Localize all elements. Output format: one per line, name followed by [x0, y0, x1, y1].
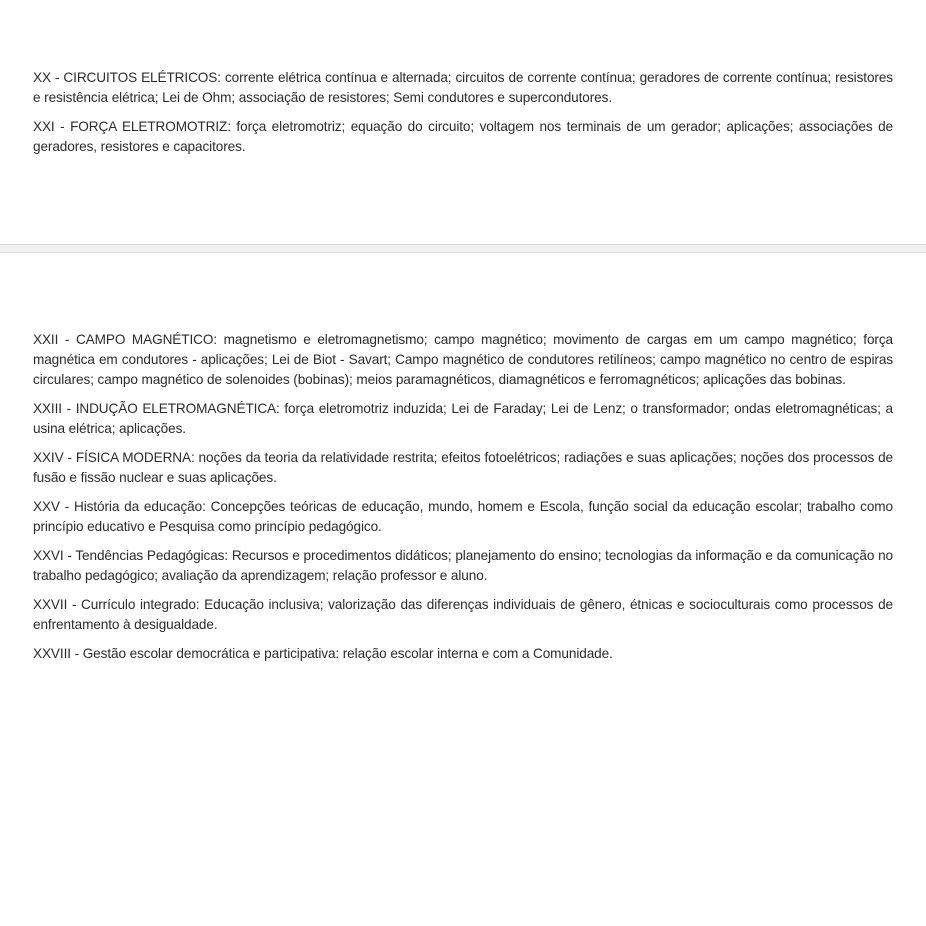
topic-xxi-forca-eletromotriz: XXI - FORÇA ELETROMOTRIZ: força eletromotriz; equação do circuito; voltagem nos terminais de um gerador; aplicações; associações de geradores, resistores e capacitores. — [33, 119, 893, 154]
topic-xxviii-gestao-escolar: XXVIII - Gestão escolar democrática e participativa: relação escolar interna e com a Comunidade. — [33, 646, 613, 661]
topic-xxvii-curriculo-integrado: XXVII - Currículo integrado: Educação inclusiva; valorização das diferenças individuais de gênero, étnicas e socioculturais como processos de enfrentamento à desigualdade. — [33, 597, 893, 632]
topic-xxv-historia-da-educacao: XXV - História da educação: Concepções teóricas de educação, mundo, homem e Escola, função social da educação escolar; trabalho como princípio educativo e Pesquisa como princípio pedagógico. — [33, 499, 893, 534]
syllabus-section-bottom — [33, 330, 893, 673]
topic-xx-circuitos-eletricos: XX - CIRCUITOS ELÉTRICOS: corrente elétrica contínua e alternada; circuitos de corrente contínua; geradores de corrente contínua; resistores e resistência elétrica; Lei de Ohm; associação de resistores; Semi condutores e supercondutores. — [33, 70, 893, 105]
page-break-divider — [0, 244, 926, 253]
topic-xxii-campo-magnetico: XXII - CAMPO MAGNÉTICO: magnetismo e eletromagnetismo; campo magnético; movimento de cargas em um campo magnético; força magnética em condutores - aplicações; Lei de Biot - Savart; Campo magnético de condutores retilíneos; campo magnético no centro de espiras circulares; campo magnético de solenoides (bobinas); meios paramagnéticos, diamagnéticos e ferromagnéticos; aplicações das bobinas. — [33, 332, 893, 387]
topic-xxiii-inducao-eletromagnetica: XXIII - INDUÇÃO ELETROMAGNÉTICA: força eletromotriz induzida; Lei de Faraday; Lei de Lenz; o transformador; ondas eletromagnéticas; a usina elétrica; aplicações. — [33, 401, 893, 436]
topic-xxiv-fisica-moderna: XXIV - FÍSICA MODERNA: noções da teoria da relatividade restrita; efeitos fotoelétricos; radiações e suas aplicações; noções dos processos de fusão e fissão nuclear e suas aplicações. — [33, 450, 893, 485]
topic-xxvi-tendencias-pedagogicas: XXVI - Tendências Pedagógicas: Recursos e procedimentos didáticos; planejamento do ensino; tecnologias da informação e da comunicação no trabalho pedagógico; avaliação da aprendizagem; relação professor e aluno. — [33, 548, 893, 583]
syllabus-section-top — [33, 68, 893, 166]
